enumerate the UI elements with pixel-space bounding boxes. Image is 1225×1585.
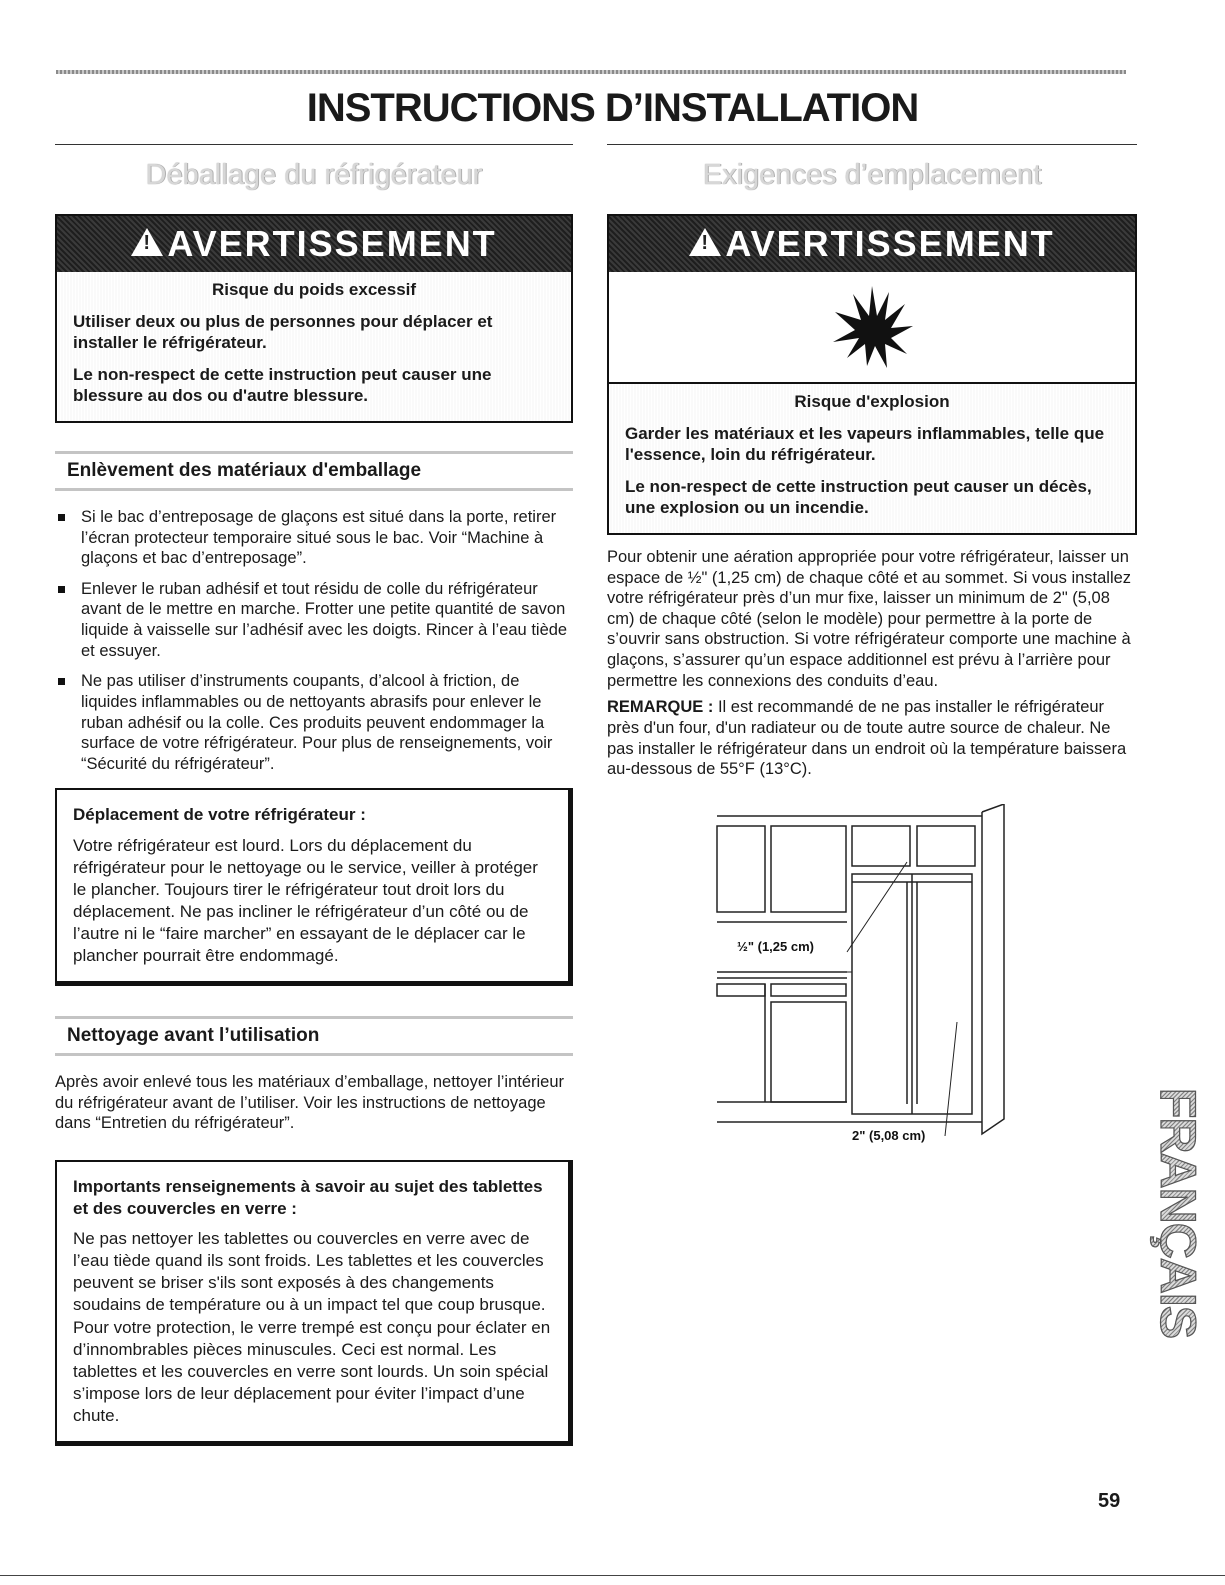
clearance-label-bottom: 2" (5,08 cm) [852, 1127, 926, 1143]
right-column [607, 144, 1137, 1169]
list-item: Si le bac d’entreposage de glaçons est situé dans la porte, retirer l’écran protecteur temporaire situé sous le bac. Voir “Machine à glaçons et bac d’entreposage”. [55, 507, 573, 569]
warning-instruction: Garder les matériaux et les vapeurs inflammables, telle que l'essence, loin du réfrigérateur. [625, 424, 1105, 464]
warning-risk: Risque d'explosion [794, 392, 950, 411]
warning-risk: Risque du poids excessif [211, 280, 417, 299]
clearance-paragraph: Pour obtenir une aération appropriée pour votre réfrigérateur, laisser un espace de ½" (1,25 cm) de chaque côté et au sommet. Si vous installez votre réfrigérateur près d’un mur fixe, laisser un minimum de 2" (5,08 cm) de chaque côté (selon le modèle) pour permettre à la porte de s’ouvrir sans obstruction. Si votre réfrigérateur comporte une machine à glaçons, s’assurer qu’un espace additionnel est prévu à l’arrière pour permettre les connexions des conduits d’eau. [607, 547, 1132, 690]
glass-note-box [55, 1160, 573, 1446]
warning-triangle-icon [131, 228, 163, 256]
language-label: FRANÇAIS [1150, 1087, 1207, 1338]
warning-header [609, 216, 1135, 272]
list-item: Ne pas utiliser d’instruments coupants, d’alcool à friction, de liquides inflammables ou de nettoyants abrasifs pour enlever le ruban adhésif ou la colle. Ces produits peuvent endommager la surface de votre réfrigérateur. Pour plus de renseignements, voir “Sécurité du réfrigérateur”. [55, 671, 573, 774]
warning-body [609, 384, 1135, 533]
explosion-warning-box [607, 214, 1137, 535]
language-side-label [1150, 1080, 1206, 1345]
warning-label: AVERTISSEMENT [725, 223, 1055, 264]
warning-consequence: Le non-respect de cette instruction peut causer un décès, une explosion ou un incendie. [625, 477, 1092, 518]
top-rule [56, 70, 1126, 74]
warning-consequence: Le non-respect de cette instruction peut causer une blessure au dos ou d'autre blessure. [73, 365, 492, 406]
section-title-unpacking: Déballage du réfrigérateur [145, 159, 483, 191]
cleaning-text: Après avoir enlevé tous les matériaux d’emballage, nettoyer l’intérieur du réfrigérateur avant de l’utiliser. Voir les instructions de nettoyage dans “Entretien du réfrigérateur”. [55, 1073, 565, 1133]
warning-triangle-icon [689, 228, 721, 256]
glass-note-text: Ne pas nettoyer les tablettes ou couvercles en verre avec de l’eau tiède quand ils sont froids. Les tablettes et les couvercles peuvent se briser s'ils sont exposés à des changements soudains de température ou à un impact tel que coup brusque. Pour votre protection, le verre trempé est conçu pour éclater en d’innombrables pièces minuscules. Ceci est normal. Les tablettes et les couvercles en verre sont lourds. Un soin spécial s’impose lors de leur déplacement pour éviter l’impact d’une chute. [73, 1229, 551, 1425]
left-column [55, 144, 573, 1446]
clearance-label-top: ½" (1,25 cm) [737, 938, 814, 954]
clearance-diagram [607, 804, 1027, 1164]
page-title: INSTRUCTIONS D’INSTALLATION [306, 86, 919, 130]
column-rule [55, 144, 573, 145]
warning-header [57, 216, 571, 272]
moving-note-text: Votre réfrigérateur est lourd. Lors du déplacement du réfrigérateur pour le nettoyage ou le service, veiller à protéger le plancher. Toujours tirer le réfrigérateur tout droit lors du déplacement. Ne pas incliner le réfrigérateur d’un côté ou de l’autre ni le “faire marcher” en essayant de le déplacer car le plancher pourrait être endommagé. [73, 835, 538, 965]
column-rule [607, 144, 1137, 145]
bottom-rule [0, 1575, 1225, 1576]
glass-note-title: Importants renseignements à savoir au sujet des tablettes et des couvercles en verre : [73, 1176, 543, 1219]
page-number: 59 [1098, 1490, 1121, 1512]
warning-body [57, 272, 571, 421]
cleaning-heading: Nettoyage avant l’utilisation [55, 1016, 573, 1056]
section-title-location: Exigences d’emplacement [702, 159, 1042, 191]
explosion-icon [827, 282, 917, 372]
explosion-icon-area [609, 272, 1135, 384]
note-label: REMARQUE : [607, 698, 714, 717]
weight-warning-box [55, 214, 573, 423]
warning-label: AVERTISSEMENT [167, 223, 497, 264]
packaging-removal-heading: Enlèvement des matériaux d'emballage [55, 451, 573, 491]
note-paragraph [607, 697, 1137, 780]
moving-note-box [55, 788, 573, 986]
warning-instruction: Utiliser deux ou plus de personnes pour déplacer et installer le réfrigérateur. [73, 312, 493, 352]
note-text: Il est recommandé de ne pas installer le réfrigérateur près d'un four, d'un radiateur ou de toute autre source de chaleur. Ne pas installer le réfrigérateur dans un endroit où la température baissera au-dessous de 55°F (13°C). [607, 698, 1127, 779]
packaging-removal-list [55, 507, 573, 775]
list-item: Enlever le ruban adhésif et tout résidu de colle du réfrigérateur avant de le mettre en marche. Frotter une petite quantité de savon liquide à vaisselle sur l’adhésif avec les doigts. Rincer à l’eau tiède et essuyer. [55, 579, 573, 662]
moving-note-title: Déplacement de votre réfrigérateur : [73, 805, 366, 825]
